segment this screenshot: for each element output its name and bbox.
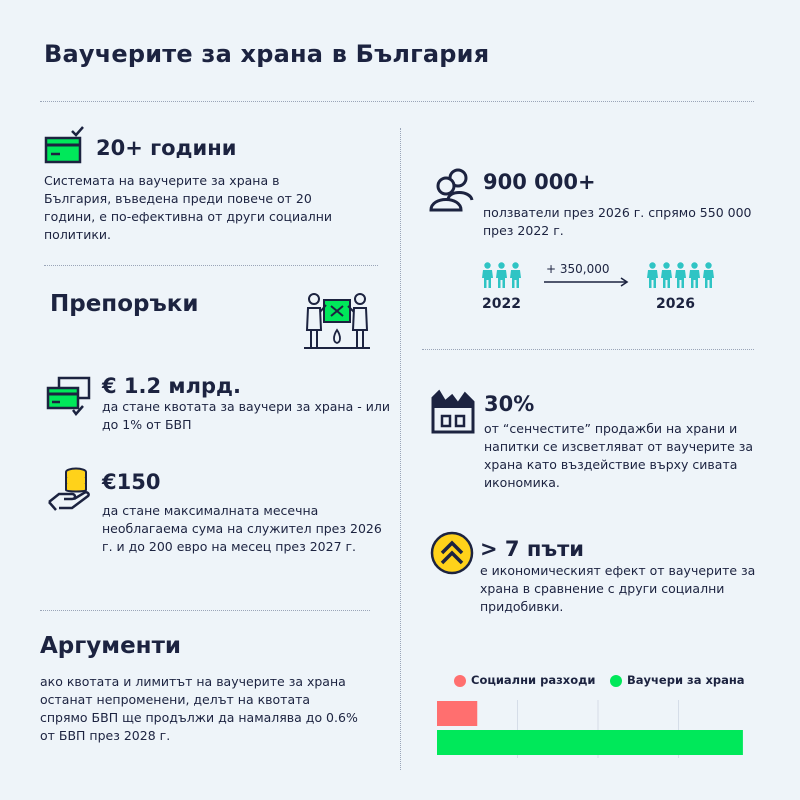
arguments-heading: Аргументи: [40, 633, 182, 659]
divider-left-1: [44, 265, 378, 266]
hand-coins-icon: [46, 466, 94, 512]
year-2026-label: 2026: [656, 296, 695, 312]
users-icon: [428, 166, 476, 214]
person-icon: [646, 262, 659, 288]
users-headline: 900 000+: [483, 170, 596, 194]
comparison-chart: [437, 700, 759, 760]
cards-icon: [45, 376, 93, 418]
users-text: ползватели през 2026 г. спрямо 550 000 през 2022 г.: [483, 205, 752, 238]
card-check-icon: [44, 126, 86, 166]
grey-economy-text: от “сенчестите” продажби на храни и напитки се изсветляват от ваучерите за храна като въздействие върху сивата икономика.: [484, 421, 754, 490]
years-text: Системата на ваучерите за храна в България, въведена преди повече от 20 години, е по-ефективна от други социални политики.: [44, 173, 333, 242]
effect-headline: > 7 пъти: [480, 537, 585, 561]
people-board-icon: [304, 290, 370, 350]
column-divider: [400, 128, 401, 770]
person-icon: [660, 262, 673, 288]
recommendations-heading: Препоръки: [50, 291, 199, 317]
person-icon: [702, 262, 715, 288]
legend-label-social: Социални разходи: [471, 673, 596, 687]
quota-text: да стане квотата за ваучери за храна - или до 1% от БВП: [102, 399, 390, 432]
person-icon: [509, 262, 522, 288]
limit-headline: €150: [102, 470, 161, 494]
year-2022-label: 2022: [482, 296, 521, 312]
title-divider: [40, 101, 754, 102]
legend-dot-social: [454, 675, 466, 687]
arguments-text: ако квотата и лимитът на ваучерите за храна останат непроменени, делът на квотата спрямо БВП ще продължи да намалява до 0.6% от БВП през 2028 г.: [40, 674, 358, 743]
bar-food-vouchers: [437, 730, 743, 755]
divider-left-2: [40, 610, 370, 611]
years-headline: 20+ години: [96, 136, 237, 160]
grey-economy-headline: 30%: [484, 392, 535, 416]
page-title: Ваучерите за храна в България: [44, 40, 490, 68]
person-icon: [674, 262, 687, 288]
double-chevron-up-icon: [430, 531, 474, 575]
users-increase: + 350,000: [546, 262, 610, 276]
bar-social-expenses: [437, 701, 477, 726]
limit-text: да стане максималната месечна необлагаема сума на служител през 2026 г. и до 200 евро на месец през 2027 г.: [102, 503, 382, 554]
person-icon: [688, 262, 701, 288]
quota-headline: € 1.2 млрд.: [102, 374, 241, 398]
legend-dot-vouchers: [610, 675, 622, 687]
divider-right-1: [422, 349, 754, 350]
person-icon: [481, 262, 494, 288]
increase-arrow: [544, 276, 630, 288]
people-2022: [481, 262, 522, 288]
effect-text: е икономическият ефект от ваучерите за храна в сравнение с други социални придобивки.: [480, 563, 756, 614]
person-icon: [495, 262, 508, 288]
legend-label-vouchers: Ваучери за храна: [627, 673, 745, 687]
factory-icon: [430, 388, 476, 434]
people-2026: [646, 262, 715, 288]
